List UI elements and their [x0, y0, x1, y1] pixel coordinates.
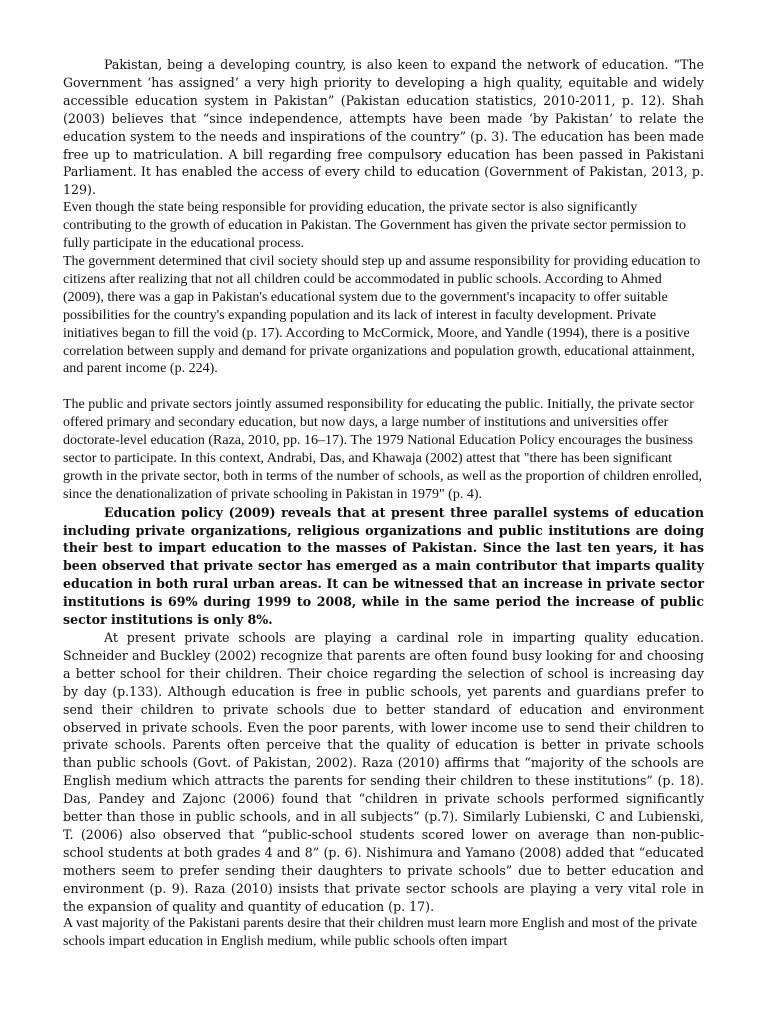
paragraph-education-policy-2009: Education policy (2009) reveals that at present three parallel systems of education including private organizations, religious organizations and public institutions are doing their best to impart education to the masses of Pakistan. Since the last ten years, it has been observed that private sector has emerged as a main contributor that imparts quality education in both rural urban areas. It can be witnessed that an increase in private sector institutions is 69% during 1999 to 2008, while in the same period the increase of public sector institutions is only 8%. — [63, 504, 704, 628]
paragraph-spacer — [63, 378, 704, 396]
paragraph-private-schools-role: At present private schools are playing a cardinal role in imparting quality education. Schneider and Buckley (2002) recognize that parents are often found busy looking for and choosing a better school for their children. Their choice regarding the selection of school is increasing day by day (p.133). Although education is free in public schools, yet parents and guardians prefer to send their children to private schools due to better standard of education and environment observed in private schools. Even the poor parents, with lower income use to send their children to private schools. Parents often perceive that the quality of education is better in private schools than public schools (Govt. of Pakistan, 2002). Raza (2010) affirms that “majority of the schools are English medium which attracts the parents for sending their children to these institutions” (p. 18). Das, Pandey and Zajonc (2006) found that “children in private schools performed significantly better than those in public schools, and in all subjects” (p.7). Similarly Lubienski, C and Lubienski, T. (2006) also observed that “public-school students scored lower on average than non-public-school students at both grades 4 and 8” (p. 6). Nishimura and Yamano (2008) added that “educated mothers seem to prefer sending their daughters to private schools” due to better education and environment (p. 9). Raza (2010) insists that private sector schools are playing a very vital role in the expansion of quality and quantity of education (p. 17). — [63, 629, 704, 914]
document-page — [63, 56, 704, 951]
paragraph-english-medium: A vast majority of the Pakistani parents desire that their children must learn more English and most of the private schools impart education in English medium, while public schools often impart — [63, 916, 698, 950]
paragraph-private-sector-contribution: Even though the state being responsible for providing education, the private sector is also significantly contributing to the growth of education in Pakistan. The Government has given the private sector permission to fully participate in the educational process. — [63, 200, 686, 252]
paragraph-public-private-responsibility: The public and private sectors jointly assumed responsibility for educating the public. Initially, the private sector offered primary and secondary education, but now days, a large number of institutions and universities offer doctorate-level education (Raza, 2010, pp. 16–17). The 1979 National Education Policy encourages the business sector to participate. In this context, Andrabi, Das, and Khawaja (2002) attest that "there has been significant growth in the private sector, both in terms of the number of schools, as well as the proportion of children enrolled, since the denationalization of private schooling in Pakistan in 1979" (p. 4). — [63, 397, 703, 502]
paragraph-education-expansion: Pakistan, being a developing country, is also keen to expand the network of education. “The Government ‘has assigned’ a very high priority to developing a high quality, equitable and widely accessible education system in Pakistan” (Pakistan education statistics, 2010-2011, p. 12). Shah (2003) believes that “since independence, attempts have been made ‘by Pakistan’ to relate the education system to the needs and inspirations of the country” (p. 3). The education has been made free up to matriculation. A bill regarding free compulsory education has been passed in Pakistani Parliament. It has enabled the access of every child to education (Government of Pakistan, 2013, p. 129). — [63, 57, 704, 198]
paragraph-civil-society: The government determined that civil society should step up and assume responsibility for providing education to citizens after realizing that not all children could be accommodated in public schools. According to Ahmed (2009), there was a gap in Pakistan's educational system due to the government's incapacity to offer suitable possibilities for the country's expanding population and its lack of interest in faculty development. Private initiatives began to fill the void (p. 17). According to McCormick, Moore, and Yandle (1994), there is a positive correlation between supply and demand for private organizations and population growth, educational attainment, and parent income (p. 224). — [63, 253, 701, 377]
